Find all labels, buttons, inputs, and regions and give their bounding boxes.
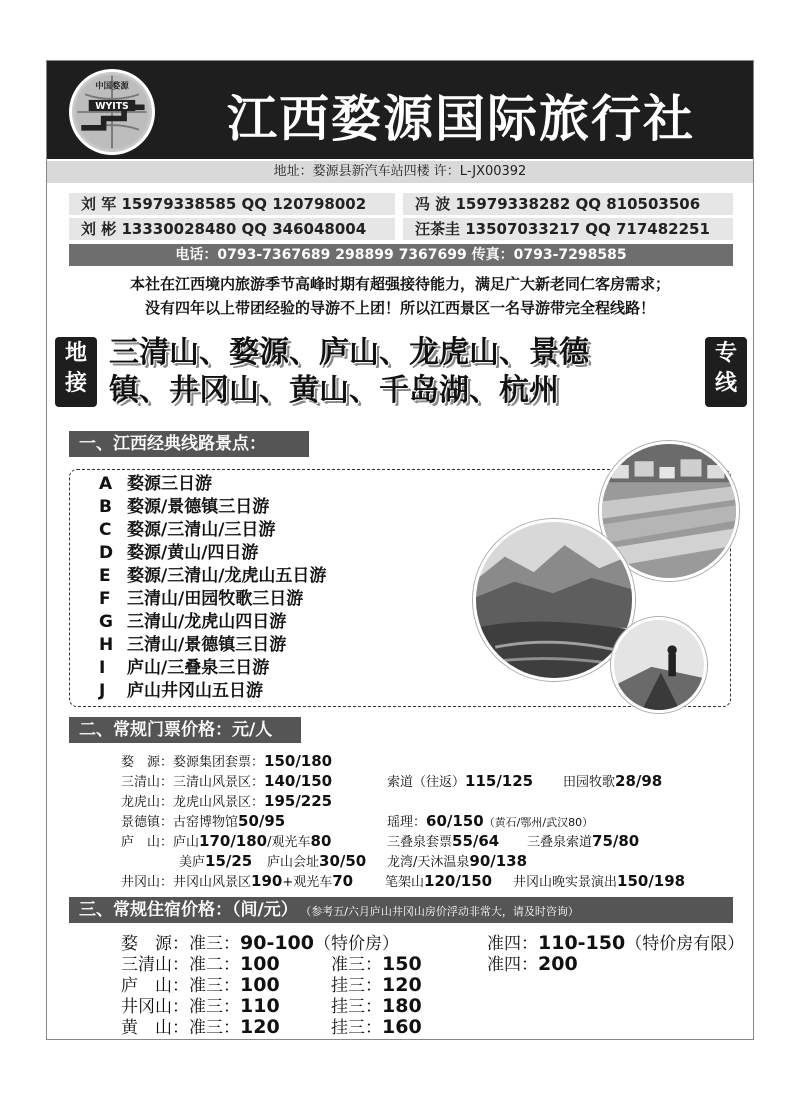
lodging-note: （特价房有限）: [625, 934, 745, 954]
ticket-label-2: /观光车: [267, 835, 311, 850]
ticket-price: 60/150: [426, 812, 484, 830]
route-name: 三清山/景德镇三日游: [127, 635, 287, 655]
hiker-cliff-image: [614, 620, 704, 710]
route-letter: B: [99, 497, 112, 517]
contact-4: 汪茶圭 13507033217 QQ 717482251: [403, 218, 733, 240]
ticket-price: 195/225: [264, 792, 333, 810]
lodging-row-lushan: [121, 975, 280, 997]
ticket-label: 庐 山：庐山: [121, 835, 200, 850]
route-item: [99, 473, 326, 496]
lodging-label: 井冈山：准三：: [121, 997, 240, 1017]
ticket-price: 55/64: [452, 832, 500, 850]
route-item: [99, 542, 326, 565]
ticket-label: 龙湾/天沐温泉: [387, 855, 470, 870]
ticket-row-bijiashan: [385, 871, 492, 893]
lodging-row-jinggangshan: [121, 996, 280, 1018]
lodging-label: 挂三：: [331, 997, 382, 1017]
lodging-label: 准四：: [487, 955, 538, 975]
ticket-row-sanqingshan: [121, 771, 332, 793]
ticket-label: 三清山：三清山风景区：: [121, 775, 265, 790]
ticket-row-sandiequan: [387, 831, 499, 853]
intro-line-1: 本社在江西境内旅游季节高峰时期有超强接待能力，满足广大新老同仁客房需求；: [129, 275, 670, 293]
route-name: 庐山/三叠泉三日游: [127, 658, 270, 678]
route-name: 三清山/龙虎山四日游: [127, 612, 287, 632]
route-item: [99, 611, 326, 634]
lodging-price: 120: [240, 1016, 280, 1038]
contact-2: 冯 波 15979338282 QQ 810503506: [403, 193, 733, 215]
ticket-row-wuyuan: [121, 751, 332, 773]
globe-logo-icon: [72, 72, 152, 152]
hiker-photo: [611, 617, 707, 713]
ticket-row-jinggangshan: [121, 871, 353, 893]
lodging-note: （特价房）: [314, 934, 399, 954]
ticket-price: 140/150: [264, 772, 333, 790]
ticket-row-cableway: [387, 771, 533, 793]
route-letter: C: [99, 520, 112, 540]
ticket-price: 150/198: [617, 872, 686, 890]
phone-fax-bar: 电话：0793-7367689 298899 7367699 传真：0793-7298585: [69, 244, 733, 266]
lodging-row-sanqingshan-3: [331, 954, 422, 976]
route-name: 婺源/黄山/四日游: [127, 543, 259, 563]
ticket-price: 30/50: [319, 852, 367, 870]
ticket-price: 50/95: [238, 812, 286, 830]
lodging-row-huangshan-gua3: [331, 1017, 422, 1039]
ticket-price: 170/180: [199, 832, 268, 850]
ticket-price: 190: [251, 872, 283, 890]
lodging-label: 三清山：准二：: [121, 955, 240, 975]
lodging-price: 110-150: [538, 932, 626, 954]
lodging-label: 庐 山：准三：: [121, 976, 240, 996]
route-item: [99, 680, 326, 703]
route-letter: G: [99, 612, 113, 632]
section3-heading: [69, 897, 733, 923]
ticket-price: 75/80: [592, 832, 640, 850]
route-letter: H: [99, 635, 114, 655]
ticket-price: 150/180: [264, 752, 333, 770]
lodging-row-huangshan: [121, 1017, 280, 1039]
ticket-label: 龙虎山：龙虎山风景区：: [121, 795, 265, 810]
ticket-label: 田园牧歌: [563, 775, 616, 790]
route-name: 庐山井冈山五日游: [127, 681, 263, 701]
ticket-price: 115/125: [465, 772, 534, 790]
route-item: [99, 588, 326, 611]
lodging-price: 100: [240, 953, 280, 975]
route-name: 婺源/景德镇三日游: [127, 497, 270, 517]
lodging-label: 准四：: [487, 934, 538, 954]
lodging-row-jinggangshan-gua3: [331, 996, 422, 1018]
routes-list: [99, 473, 326, 703]
logo-text: WYITS: [95, 101, 129, 113]
ticket-label: 庐山会址: [267, 855, 320, 870]
ticket-label: 美庐: [179, 855, 206, 870]
section1-heading: 一、江西经典线路景点：: [69, 431, 309, 457]
ticket-row-longwan: [387, 851, 527, 873]
ticket-label: 三叠泉索道: [527, 835, 593, 850]
lodging-row-wuyuan-4: [487, 933, 744, 955]
intro-line-2: 没有四年以上带团经验的导游不上团！所以江西景区一名导游带完全程线路！: [144, 299, 655, 317]
lodging-price: 180: [382, 995, 422, 1017]
route-letter: D: [99, 543, 114, 563]
ticket-price: 15/25: [205, 852, 253, 870]
ticket-price-2: 70: [332, 872, 354, 890]
lodging-label: 挂三：: [331, 1018, 382, 1038]
side-tag-right-char-2: 线: [714, 371, 737, 396]
ticket-note: （黄石/鄂州/武汉80）: [483, 816, 594, 829]
route-name: 婺源三日游: [127, 474, 212, 494]
route-item: [99, 657, 326, 680]
ticket-label: 婺 源：婺源集团套票：: [121, 755, 265, 770]
side-tag-left-char-1: 地: [64, 341, 87, 366]
route-letter: J: [99, 681, 106, 701]
ticket-label-2: +观光车: [282, 875, 333, 890]
ticket-price-2: 80: [310, 832, 332, 850]
side-tag-right-char-1: 专: [714, 341, 737, 366]
side-tag-left: [55, 337, 97, 407]
address-line: 地址：婺源县新汽车站四楼 许：L-JX00392: [47, 161, 753, 183]
destinations-line-2: 镇、井冈山、黄山、千岛湖、杭州: [109, 373, 559, 408]
lodging-price: 110: [240, 995, 280, 1017]
route-name: 婺源/三清山/龙虎山五日游: [127, 566, 327, 586]
ticket-label: 井冈山：井冈山风景区: [121, 875, 252, 890]
ticket-row-sandiequan-cableway: [527, 831, 639, 853]
lodging-row-sanqingshan: [121, 954, 280, 976]
ticket-row-tianyuan: [563, 771, 662, 793]
lodging-price: 150: [382, 953, 422, 975]
lodging-price: 100: [240, 974, 280, 996]
lodging-label: 婺 源：准三：: [121, 934, 240, 954]
ticket-row-lushan-huizhi: [267, 851, 366, 873]
ticket-row-yaoli: [387, 811, 593, 833]
lodging-price: 200: [538, 953, 578, 975]
lodging-price: 90-100: [240, 932, 314, 954]
ticket-label: 井冈山晚实景演出: [513, 875, 618, 890]
route-letter: F: [99, 589, 111, 609]
ticket-price: 90/138: [469, 852, 528, 870]
section2-heading: 二、常规门票价格：元/人: [69, 717, 301, 743]
ticket-row-meilu: [179, 851, 252, 873]
ticket-row-jingdezhen: [121, 811, 285, 833]
mountain-valley-image: [476, 522, 632, 678]
route-item: [99, 565, 326, 588]
ticket-label: 三叠泉套票: [387, 835, 453, 850]
contact-1: 刘 军 15979338585 QQ 120798002: [69, 193, 395, 215]
ticket-price: 120/150: [424, 872, 493, 890]
agency-logo: [69, 69, 155, 155]
route-item: [99, 519, 326, 542]
ticket-row-lushan: [121, 831, 331, 853]
lodging-row-lushan-gua3: [331, 975, 422, 997]
route-name: 婺源/三清山/三日游: [127, 520, 276, 540]
route-letter: E: [99, 566, 111, 586]
section3-note: （参考五/六月庐山井冈山房价浮动非常大，请及时咨询）: [305, 905, 579, 918]
ticket-row-jinggangshan-show: [513, 871, 685, 893]
route-item: [99, 496, 326, 519]
section3-title: 三、常规住宿价格：（间/元）: [79, 900, 298, 920]
lodging-price: 160: [382, 1016, 422, 1038]
route-letter: I: [99, 658, 106, 678]
side-tag-left-char-2: 接: [64, 371, 87, 396]
route-letter: A: [99, 474, 113, 494]
ticket-label: 笔架山: [385, 875, 425, 890]
side-tag-right: [705, 337, 747, 407]
lodging-label: 准三：: [331, 955, 382, 975]
lodging-label: 黄 山：准三：: [121, 1018, 240, 1038]
flyer: [46, 60, 754, 1040]
ticket-price: 28/98: [615, 772, 663, 790]
ticket-label: 瑶理：: [387, 815, 427, 830]
agency-title: 江西婺源国际旅行社: [227, 90, 695, 148]
contact-3: 刘 彬 13330028480 QQ 346048004: [69, 218, 395, 240]
ticket-label: 索道（往返）: [387, 775, 466, 790]
header: [47, 61, 753, 159]
destinations-line-1: 三清山、婺源、庐山、龙虎山、景德: [109, 335, 589, 370]
lodging-row-sanqingshan-4: [487, 954, 578, 976]
route-item: [99, 634, 326, 657]
ticket-label: 景德镇：古窑博物馆: [121, 815, 239, 830]
ticket-row-longhushan: [121, 791, 332, 813]
lodging-label: 挂三：: [331, 976, 382, 996]
route-name: 三清山/田园牧歌三日游: [127, 589, 304, 609]
logo-top-text: 中国婺源: [95, 80, 129, 91]
lodging-price: 120: [382, 974, 422, 996]
lodging-row-wuyuan: [121, 933, 399, 955]
